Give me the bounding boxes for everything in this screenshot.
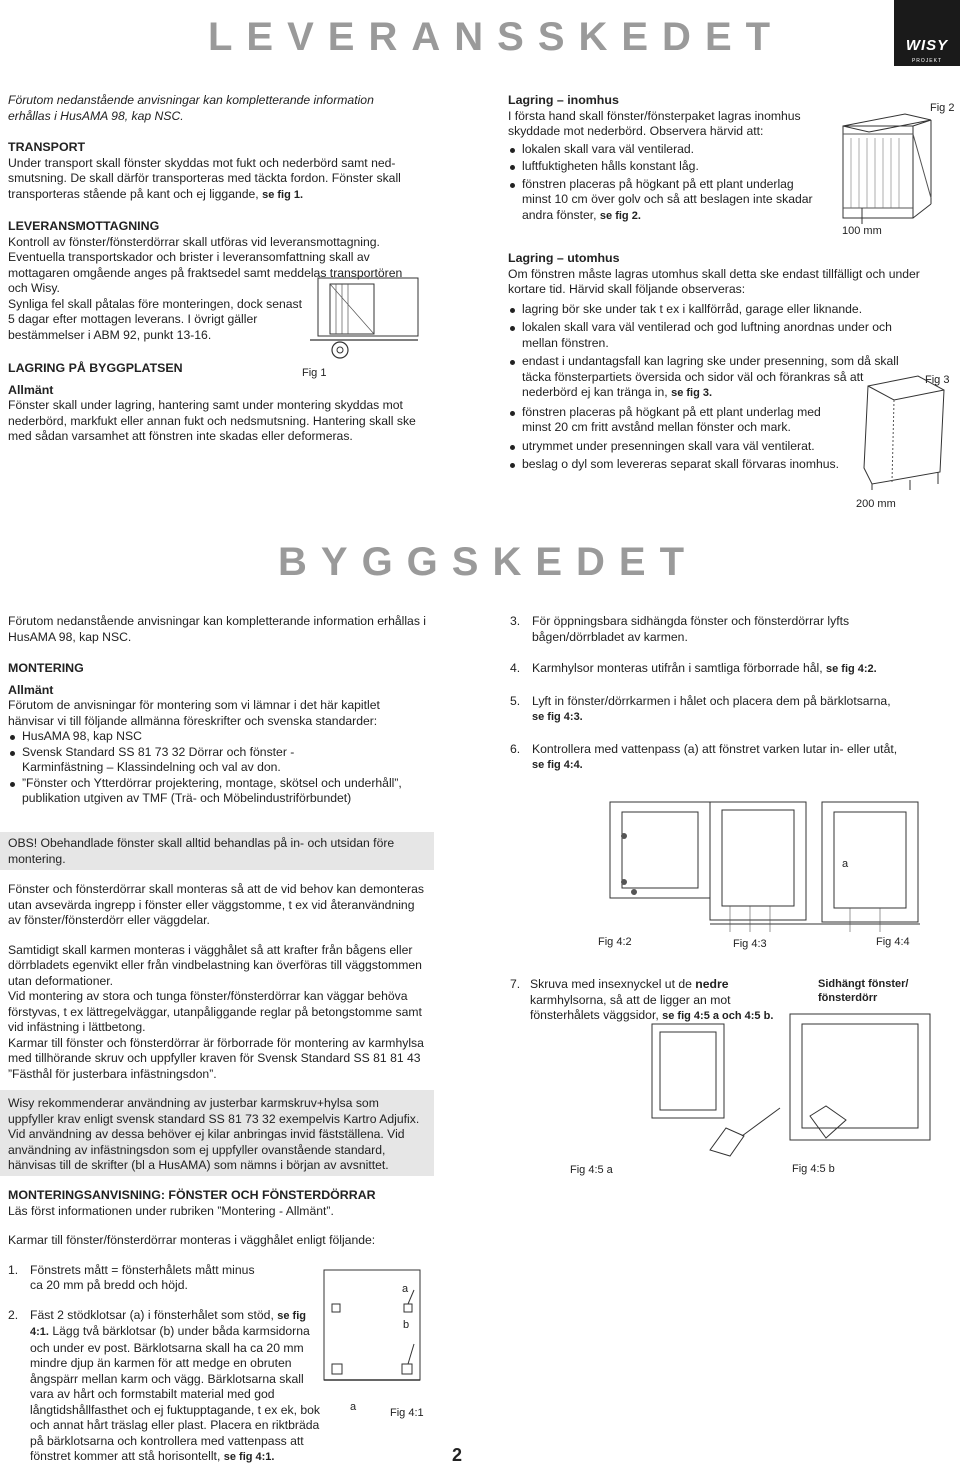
mottagning-text-1: Kontroll av fönster/fönsterdörrar skall utföras vid leveransmottagning. [8,234,380,249]
list-item: utrymmet under presenningen skall vara väl ventilerat. [508,439,938,455]
mottagning-text-2: Eventuella transportskador och brister i leveransomfattning skall av mottagaren omgående anges på fraktsedel samt meddelas transportören och Wisy. [8,250,403,295]
page-number: 2 [452,1445,463,1465]
fig42-label: Fig 4:2 [598,936,632,948]
fig3-dimension: 200 mm [856,498,896,510]
transport-heading: TRANSPORT [8,140,86,154]
fig41-label-a: a [402,1283,409,1295]
step-6: 6. Kontrollera med vattenpass (a) att fönstret varken lutar in- eller utåt, se fig 4:4. [510,741,898,771]
list-item: HusAMA 98, kap NSC [8,729,428,745]
step-3: 3. För öppningsbara sidhängda fönster och fönsterdörrar lyfts bågen/dörrbladet av karmen. [510,614,850,644]
fig41-label-a2: a [350,1401,357,1413]
step-1: 1. Fönstrets mått = fönsterhålets mått minus ca 20 mm på bredd och höjd. [8,1262,255,1292]
fig44-label-a: a [842,858,849,870]
paragraph: Karmar till fönster och fönsterdörrar är förborrade för montering av karmhylsa med tillhörande skruv och uppfyller kraven för Svensk Standard SS 81 81 43 ”Fästhål för justerbara infästningsdon”. [8,1035,424,1081]
steps-list-right [510,614,940,774]
utomhus-heading: Lagring – utomhus [508,251,620,265]
fig3-label: Fig 3 [925,374,950,386]
anvisning-text: Läs först informationen under rubriken ”Montering - Allmänt”. [8,1203,334,1218]
intro-text-2: Förutom nedanstående anvisningar kan kompletterande information erhållas i HusAMA 98, kap NSC. [8,614,427,644]
list-item: endast i undantagsfall kan lagring ske under presenning, som då skall täcka fönsterpartiets översida och sidor väl och förankras så att nederbörd ej kan tränga in, se fig 3. [508,354,922,402]
list-item: ”Fönster och Ytterdörrar projektering, montage, skötsel och underhåll”, publikation utgiven av TMF (Trä- och Möbelindustriförbundet) [8,776,422,807]
allmant-text: Fönster skall under lagring, hantering samt under montering skyddas mot nederbörd, markfukt eller annan fukt och nedsmutsning. Hantering skall ske med sådan varsamhet att fönstren inte skadas eller deformeras. [8,398,416,443]
fig42-44-illustration [590,796,930,936]
standards-list [8,729,428,807]
fig44-label: Fig 4:4 [876,936,910,948]
paragraph: Fönster och fönsterdörrar skall monteras så att de vid behov kan demonteras utan avsevärda ingrepp i fönster eller väggstomme, t ex vid återanvändning av fönster/fönsterdörr eller väggdelar. [8,882,424,927]
step-7-number: 7. [510,977,521,991]
montering-heading: MONTERING [8,661,84,675]
fig1-label: Fig 1 [302,367,327,379]
allmant-heading: Allmänt [8,382,54,397]
montering-paragraphs [8,882,428,1082]
list-item: lokalen skall vara väl ventilerad och god luftning anordnas under och mellan fönstren. [508,320,922,351]
wisy-logo [894,0,960,66]
fig45a-label: Fig 4:5 a [570,1164,613,1176]
list-item: fönstren placeras på högkant på ett plant underlag med minst 20 cm fritt avstånd mellan fönster och mark. [508,405,822,436]
fig45b-label: Fig 4:5 b [792,1163,835,1175]
intro-text: Förutom nedanstående anvisningar kan kompletterande information erhållas i HusAMA 98, kap NSC. [8,93,374,123]
obs-text: OBS! Obehandlade fönster skall alltid behandlas på in- och utsidan före montering. [8,836,395,866]
inomhus-section [508,93,818,224]
fig1-truck-illustration [310,270,422,360]
fig2-rack-illustration [835,108,935,228]
step-4: 4. Karmhylsor monteras utifrån i samtliga förborrade hål, se fig 4:2. [510,661,877,675]
montering-allmant-heading: Allmänt [8,682,54,697]
paragraph: Samtidigt skall karmen monteras i vägghålet så att krafter från bågens eller dörrbladets egenvikt eller från vindbelastning kan överföras till väggstommen utan deformationer. [8,942,422,988]
list-item: Svensk Standard SS 81 73 32 Dörrar och fönster - Karminfästning – Klassindelning och val av don. [8,745,322,776]
list-item: fönstren placeras på högkant på ett plant underlag minst 10 cm över golv och så att beslagen inte skadar andra fönster, se fig 2. [508,177,818,225]
inomhus-list [508,142,818,225]
page-title: LEVERANSSKEDET [208,15,785,59]
fig41-label-b: b [403,1319,410,1331]
fig2-dimension: 100 mm [842,225,882,237]
utomhus-text: Om fönstren måste lagras utomhus skall detta ske endast tillfälligt och under kortare tid. Härvid skall följande observeras: [508,266,920,296]
inomhus-heading: Lagring – inomhus [508,93,619,107]
steps-right [510,614,940,788]
transport-text: Under transport skall fönster skyddas mot fukt och nederbörd samt ned-smutsning. De skall därför transporteras med täckta fordon. Fönster skall transporteras stående på kant och ej liggande, se fig 1. [8,155,401,201]
sidhangt-label: Sidhängt fönster/ fönsterdörr [818,978,909,1004]
wisy-recommendation-text: Wisy rekommenderar användning av justerbar karmskruv+hylsa som uppfyller krav enligt svensk standard SS 81 73 32 exempelvis Kartro Adjufix. Vid användning av dessa behöver ej kilar anbringas invid fästställena. Vid användning av infästningsdon som ej uppfyller ovanstående standard, hänvisas till de skrifter (bl a HusAMA) som nämns i början av avsnittet. [8,1096,420,1172]
karmar-text: Karmar till fönster/fönsterdörrar monteras i vägghålet enligt följande: [8,1233,376,1247]
obs-box [0,832,434,870]
step-5: 5. Lyft in fönster/dörrkarmen i hålet och placera dem på bärklotsarna, se fig 4:3. [510,693,891,723]
fig2-label: Fig 2 [930,102,955,114]
wisy-recommendation-box [0,1090,434,1176]
list-item: luftfuktigheten hålls konstant låg. [508,159,818,175]
section-title: BYGGSKEDET [278,540,699,584]
step-7-text: Skruva med insexnyckel ut de nedre karmhylsorna, så att de ligger an mot fönsterhålets väggsidor, se fig 4:5 a och 4:5 b. [530,977,774,1022]
lagring-heading: LAGRING PÅ BYGGPLATSEN [8,361,183,375]
fig43-label: Fig 4:3 [733,938,767,950]
anvisning-heading: MONTERINGSANVISNING: FÖNSTER OCH FÖNSTERDÖRRAR [8,1188,376,1202]
paragraph: Vid montering av stora och tunga fönster/fönsterdörrar kan väggar behöva förstyvas, t ex lättregelväggar, utanpåliggande reglar på betongstomme samt vid infästning i lättbetong. [8,989,422,1034]
mottagning-heading: LEVERANSMOTTAGNING [8,219,160,233]
list-item: lokalen skall vara väl ventilerad. [508,142,818,158]
logo-text: WISY [905,37,949,54]
logo-subtext: PROJEKT [911,57,943,64]
inomhus-text: I första hand skall fönster/fönsterpaket lagras inomhus skyddade mot nederbörd. Observera härvid att: [508,108,801,138]
montering-section [8,614,428,807]
left-top-column [8,93,418,445]
montering-allmant-text: Förutom de anvisningar för montering som vi lämnar i det här kapitlet hänvisar vi till följande allmänna föreskrifter och svenska standarder: [8,698,380,728]
fig41-illustration [318,1264,430,1424]
fig3-tarp-illustration [848,372,948,492]
fig41-label: Fig 4:1 [390,1407,424,1419]
list-item: lagring bör ske under tak t ex i kallförråd, garage eller liknande. [508,302,938,318]
fig45-illustration [650,1010,940,1158]
step-2: 2. Fäst 2 stödklotsar (a) i fönsterhålet som stöd, se fig 4:1. Lägg två bärklotsar (b) under båda karmsidorna och under ev post. Bärklotsarna skall ha ca 20 mm mindre djup än karmen för att medge en obruten ångspärr mellan karm och vägg. Bärklotsarna skall vara av hårt och formstabilt material med god långtidshållfasthet och ej fuktupptagande, t ex ek, bok och annat hårt träslag eller plast. Placera en riktbräda på bärklotsarna och kontrollera med vattenpass att fönstret kommer att stå horisontellt, se fig 4:1. [8,1307,320,1463]
list-item: beslag o dyl som levereras separat skall förvaras inomhus. [508,457,938,473]
mottagning-text-3: Synliga fel skall påtalas före monteringen, dock senast 5 dagar efter mottagen leverans. I övrigt gäller bestämmelser i ABM 92, punkt 13-16. [8,296,303,342]
